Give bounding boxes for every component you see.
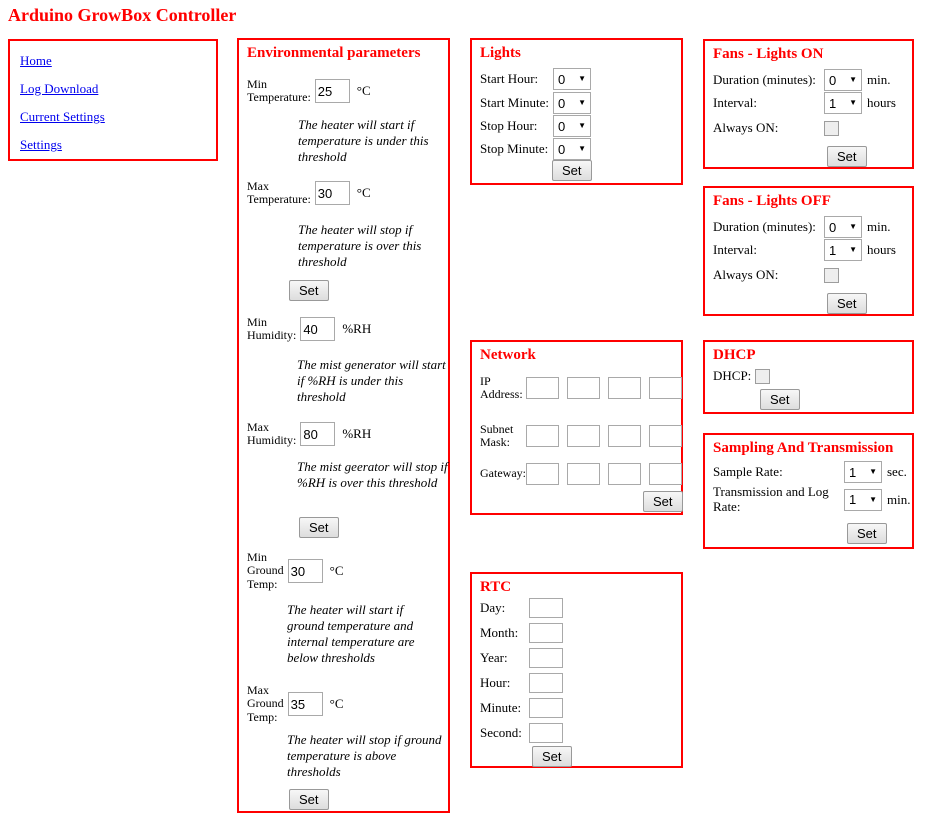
select-value: 0 <box>558 95 566 111</box>
set-button[interactable]: Set <box>643 491 683 512</box>
subnet-mask-row <box>480 423 682 450</box>
field-label: IP Address: <box>480 374 523 402</box>
minute-row <box>480 698 563 718</box>
field-label: Interval: <box>713 241 758 257</box>
duration-row <box>713 69 890 91</box>
environmental-panel <box>237 38 450 813</box>
field-label: Min Humidity: <box>247 315 297 343</box>
unit-label: %RH <box>342 321 372 337</box>
nav-panel <box>8 39 218 161</box>
field-label: Month: <box>480 624 519 640</box>
always-on-row <box>713 268 839 283</box>
field-label: Max Ground Temp: <box>247 683 284 724</box>
field-label: Always ON: <box>713 267 779 283</box>
set-button[interactable]: Set <box>532 746 572 767</box>
gateway-octet-input-4[interactable] <box>649 463 682 485</box>
select-value: 0 <box>829 219 837 235</box>
min-ground-temp-row <box>247 551 344 591</box>
nav-link-current-settings[interactable]: Current Settings <box>20 109 105 124</box>
field-label: Year: <box>480 649 508 665</box>
unit-label: °C <box>329 563 344 579</box>
unit-label: hours <box>867 95 896 110</box>
field-label: Sample Rate: <box>713 463 783 479</box>
dhcp-panel <box>703 340 914 414</box>
unit-label: %RH <box>342 426 372 442</box>
select-value: 0 <box>558 71 566 87</box>
unit-label: °C <box>356 185 371 201</box>
second-input[interactable] <box>529 723 563 743</box>
always-on-checkbox[interactable] <box>824 121 839 136</box>
field-label: Transmission and Log Rate: <box>713 484 829 514</box>
dhcp-row <box>713 369 770 384</box>
max-ground-temp-row <box>247 684 344 724</box>
transmission-rate-select[interactable] <box>844 489 882 511</box>
set-button[interactable]: Set <box>827 146 867 167</box>
field-label: Duration (minutes): <box>713 71 816 87</box>
field-label: Always ON: <box>713 120 779 136</box>
start-minute-select[interactable] <box>553 92 591 114</box>
chevron-down-icon <box>578 75 586 83</box>
chevron-down-icon <box>869 496 877 504</box>
panel-heading: Sampling And Transmission <box>713 440 894 456</box>
max-temperature-row <box>247 180 371 207</box>
set-button[interactable]: Set <box>299 517 339 538</box>
subnet-octet-input-4[interactable] <box>649 425 682 447</box>
max-temperature-input[interactable] <box>315 181 350 205</box>
rtc-panel <box>470 572 683 768</box>
gateway-row <box>480 463 682 485</box>
field-description: The mist generator will start if %RH is under this threshold <box>297 357 446 404</box>
panel-heading: Fans - Lights ON <box>713 46 824 62</box>
field-label: Day: <box>480 599 506 615</box>
set-button[interactable]: Set <box>289 789 329 810</box>
second-row <box>480 723 563 743</box>
field-label: Subnet Mask: <box>480 422 514 450</box>
ip-octet-input-1[interactable] <box>526 377 559 399</box>
start-hour-select[interactable] <box>553 68 591 90</box>
chevron-down-icon <box>849 246 857 254</box>
select-value: 1 <box>829 242 837 258</box>
lights-panel <box>470 38 683 185</box>
interval-row <box>713 239 896 261</box>
unit-label: min. <box>887 491 911 507</box>
gateway-octet-input-3[interactable] <box>608 463 641 485</box>
chevron-down-icon <box>578 122 586 130</box>
field-description: The heater will start if temperature is under this threshold <box>298 117 429 164</box>
panel-heading: Fans - Lights OFF <box>713 193 831 209</box>
field-description: The heater will stop if temperature is over this threshold <box>298 222 422 269</box>
day-input[interactable] <box>529 598 563 618</box>
gateway-octet-input-1[interactable] <box>526 463 559 485</box>
chevron-down-icon <box>849 99 857 107</box>
field-label: Min Temperature: <box>247 77 311 105</box>
min-humidity-row <box>247 316 371 343</box>
duration-select[interactable] <box>824 69 862 91</box>
stop-minute-row <box>480 138 591 160</box>
sample-rate-row <box>713 461 907 483</box>
min-humidity-input[interactable] <box>300 317 335 341</box>
set-button[interactable]: Set <box>847 523 887 544</box>
chevron-down-icon <box>578 145 586 153</box>
field-label: Start Hour: <box>480 70 539 86</box>
field-label: Minute: <box>480 699 522 715</box>
dhcp-checkbox[interactable] <box>755 369 770 384</box>
select-value: 1 <box>849 464 857 480</box>
field-label: Duration (minutes): <box>713 218 816 234</box>
subnet-octet-input-2[interactable] <box>567 425 600 447</box>
nav-link-home[interactable]: Home <box>20 53 52 68</box>
hour-input[interactable] <box>529 673 563 693</box>
unit-label: hours <box>867 242 896 257</box>
fans-lights-on-panel <box>703 39 914 169</box>
start-minute-row <box>480 92 591 114</box>
field-label: Second: <box>480 724 522 740</box>
unit-label: °C <box>356 83 371 99</box>
day-row <box>480 598 563 618</box>
min-temperature-input[interactable] <box>315 79 350 103</box>
nav-link-settings[interactable]: Settings <box>20 137 62 152</box>
field-label: Max Humidity: <box>247 420 297 448</box>
month-input[interactable] <box>529 623 563 643</box>
ip-octet-input-2[interactable] <box>567 377 600 399</box>
year-row <box>480 648 563 668</box>
field-description: The heater will stop if ground temperature is above thresholds <box>287 732 442 779</box>
max-humidity-row <box>247 421 371 448</box>
subnet-octet-input-3[interactable] <box>608 425 641 447</box>
field-label: DHCP: <box>713 368 752 384</box>
select-value: 0 <box>829 72 837 88</box>
chevron-down-icon <box>849 223 857 231</box>
always-on-row <box>713 121 839 136</box>
chevron-down-icon <box>578 99 586 107</box>
set-button[interactable]: Set <box>552 160 592 181</box>
field-label: Interval: <box>713 94 758 110</box>
unit-label: sec. <box>887 464 907 479</box>
select-value: 0 <box>558 141 566 157</box>
min-ground-temp-input[interactable] <box>288 559 323 583</box>
panel-heading: RTC <box>480 579 512 595</box>
chevron-down-icon <box>849 76 857 84</box>
field-label: Hour: <box>480 674 511 690</box>
duration-row <box>713 216 890 238</box>
field-label: Stop Minute: <box>480 140 549 156</box>
panel-heading: Network <box>480 347 536 363</box>
field-description: The heater will start if ground temperature and internal temperature are below thresholds <box>287 602 415 665</box>
set-button[interactable]: Set <box>827 293 867 314</box>
ip-address-row <box>480 375 682 402</box>
unit-label: min. <box>867 219 891 234</box>
interval-row <box>713 92 896 114</box>
interval-select[interactable] <box>824 239 862 261</box>
set-button[interactable]: Set <box>760 389 800 410</box>
minute-input[interactable] <box>529 698 563 718</box>
min-temperature-row <box>247 78 371 105</box>
unit-label: °C <box>329 696 344 712</box>
field-label: Stop Hour: <box>480 117 538 133</box>
field-description: The mist geerator will stop if %RH is over this threshold <box>297 459 448 490</box>
unit-label: min. <box>867 72 891 87</box>
stop-hour-select[interactable] <box>553 115 591 137</box>
field-label: Start Minute: <box>480 94 549 110</box>
gateway-octet-input-2[interactable] <box>567 463 600 485</box>
field-label: Max Temperature: <box>247 179 311 207</box>
panel-heading: DHCP <box>713 347 756 363</box>
subnet-octet-input-1[interactable] <box>526 425 559 447</box>
field-label: Gateway: <box>480 466 526 481</box>
year-input[interactable] <box>529 648 563 668</box>
nav-link-log-download[interactable]: Log Download <box>20 81 99 96</box>
ip-octet-input-3[interactable] <box>608 377 641 399</box>
panel-heading: Environmental parameters <box>247 45 421 61</box>
ip-octet-input-4[interactable] <box>649 377 682 399</box>
sampling-panel <box>703 433 914 549</box>
set-button[interactable]: Set <box>289 280 329 301</box>
start-hour-row <box>480 68 591 90</box>
select-value: 1 <box>829 95 837 111</box>
max-ground-temp-input[interactable] <box>288 692 323 716</box>
network-panel <box>470 340 683 515</box>
fans-lights-off-panel <box>703 186 914 316</box>
panel-heading: Lights <box>480 45 521 61</box>
max-humidity-input[interactable] <box>300 422 335 446</box>
transmission-rate-row <box>713 485 910 515</box>
stop-minute-select[interactable] <box>553 138 591 160</box>
chevron-down-icon <box>869 468 877 476</box>
month-row <box>480 623 563 643</box>
sample-rate-select[interactable] <box>844 461 882 483</box>
always-on-checkbox[interactable] <box>824 268 839 283</box>
page-title: Arduino GrowBox Controller <box>8 5 237 25</box>
hour-row <box>480 673 563 693</box>
select-value: 0 <box>558 118 566 134</box>
interval-select[interactable] <box>824 92 862 114</box>
stop-hour-row <box>480 115 591 137</box>
field-label: Min Ground Temp: <box>247 550 284 591</box>
duration-select[interactable] <box>824 216 862 238</box>
select-value: 1 <box>849 492 857 508</box>
